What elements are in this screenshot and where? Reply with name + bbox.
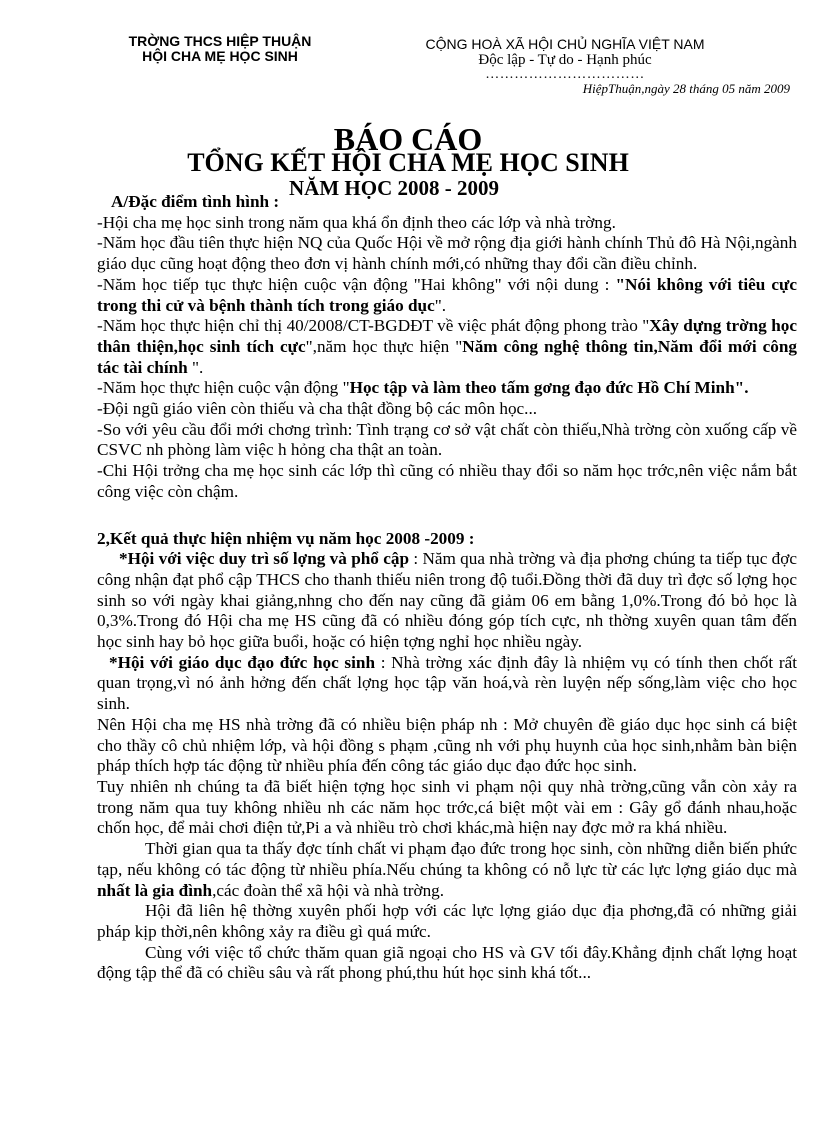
section-spacer bbox=[97, 503, 797, 529]
section-a-paragraph: -Hội cha mẹ học sinh trong năm qua khá ổn định theo các lớp và nhà trờng. bbox=[97, 212, 616, 232]
section-2-paragraph: Nên Hội cha mẹ HS nhà trờng đã có nhiều biện pháp nh : Mở chuyên đề giáo dục học sinh cá biệt cho thầy cô chủ nhiệm lớp, và hội đồng s phạm ,cũng nh với phụ huynh của học sinh,nhằm bàn biện pháp thích hợp tác động từ nhiều phía đến công tác giáo dục đạo đức học sinh. bbox=[97, 714, 797, 776]
text-run: ". bbox=[187, 357, 204, 377]
bold-text-run: nhất là gia đình bbox=[97, 880, 213, 900]
bold-text-run: Năm công nghệ thông tin,Năm đổi mới công tác tài chính bbox=[97, 336, 797, 377]
text-run: ". bbox=[434, 295, 447, 315]
section-2-paragraph bbox=[97, 839, 797, 901]
section-2-paragraph: Tuy nhiên nh chúng ta đã biết hiện tợng học sinh vi phạm nội quy nhà trờng,cũng vẫn còn xảy ra trong năm qua tuy không nhiều nh các năm học trớc,cá biệt một vài em : Gây gổ đánh nhau,hoặc chốn học, để mải chơi điện tử,Pi a và nhiều trò chơi khác,mà hiện nay đợc mở ra khá nhiều. bbox=[97, 776, 797, 838]
national-header bbox=[405, 36, 725, 82]
motto-underline: …………………………… bbox=[485, 67, 645, 82]
country-name: CỘNG HOÀ XÃ HỘI CHỦ NGHĨA VIỆT NAM bbox=[425, 36, 705, 52]
section-a-heading: A/Đặc điểm tình hình : bbox=[111, 192, 280, 211]
bold-text-run: "Nói không với tiêu cực trong thi cử và bệnh thành tích trong giáo dục bbox=[97, 274, 797, 315]
section-a-paragraph bbox=[97, 316, 797, 378]
place-date-line: HiệpThuận,ngày 28 tháng 05 năm 2009 bbox=[582, 81, 790, 96]
section-a-paragraph: -Năm học đầu tiên thực hiện NQ của Quốc Hội về mở rộng địa giới hành chính Thủ đô Hà Nội,ngành giáo dục cũng hoạt động theo đơn vị hành chính mới,có những thay đổi cần điều chỉnh. bbox=[97, 233, 797, 274]
section-2-paragraph bbox=[97, 653, 797, 715]
section-2-heading: 2,Kết quả thực hiện nhiệm vụ năm học 2008 -2009 : bbox=[97, 528, 475, 548]
national-motto: Độc lập - Tự do - Hạnh phúc bbox=[478, 52, 652, 68]
bold-text-run: Xây dựng trờng học thân thiện,học sinh tích cực bbox=[97, 316, 797, 356]
section-a-paragraph bbox=[97, 275, 797, 316]
section-a-paragraph: -So với yêu cầu đổi mới chơng trình: Tình trạng cơ sở vật chất còn thiếu,Nhà trờng còn xuống cấp về CSVC nh phòng làm việc h hỏng cha thật an toàn. bbox=[97, 419, 797, 460]
school-year: NĂM HỌC 2008 - 2009 bbox=[289, 176, 499, 200]
text-run: Thời gian qua ta thấy đợc tính chất vi phạm đạo đức trong học sinh, còn những diễn biến phức tạp, nếu không có tác động từ nhiều phía.Nếu chúng ta không có nỗ lực từ các lực lợng giáo dục mà bbox=[97, 839, 797, 879]
school-name: TRỜNG THCS HIỆP THUẬN bbox=[128, 33, 312, 49]
section-2-paragraph bbox=[97, 549, 797, 653]
text-run: -Năm học tiếp tục thực hiện cuộc vận động "Hai không" với nội dung : bbox=[97, 274, 616, 294]
section-2-paragraph: Cùng với việc tổ chức thăm quan giã ngoại cho HS và GV tối đây.Khẳng định chất lợng hoạt động tập thể đã có chiều sâu và rất phong phú,thu hút học sinh khá tốt... bbox=[97, 942, 797, 983]
section-a-paragraph: -Đội ngũ giáo viên còn thiếu và cha thật đồng bộ các môn học... bbox=[97, 399, 538, 419]
section-2-paragraph: Hội đã liên hệ thờng xuyên phối hợp với các lực lợng giáo dục địa phơng,đã có những giải pháp kịp thời,nên không xảy ra điều gì quá mức. bbox=[97, 901, 797, 941]
report-subtitle: TỔNG KẾT HỘI CHA MẸ HỌC SINH bbox=[187, 148, 629, 177]
organization-name: HỘI CHA MẸ HỌC SINH bbox=[142, 48, 298, 64]
text-run: ",năm học thực hiện " bbox=[305, 336, 463, 356]
text-run: -Năm học thực hiện chỉ thị 40/2008/CT-BGDĐT về việc phát động phong trào " bbox=[97, 316, 650, 336]
subsection-heading: *Hội với việc duy trì số lợng và phổ cập bbox=[119, 549, 410, 569]
text-run: : Nhà trờng xác định đây là nhiệm vụ có tính then chốt rất quan trọng,vì nó ảnh hởng đến chất lợng học tập văn hoá,và rèn luyện nếp sống,làm việc cho học sinh. bbox=[97, 652, 797, 714]
report-title: BÁO CÁO bbox=[333, 121, 483, 157]
section-a-paragraph: -Chi Hội trởng cha mẹ học sinh các lớp thì cũng có nhiều thay đổi so năm học trớc,nên việc nắm bắt công việc còn chậm. bbox=[97, 461, 797, 501]
text-run: : Năm qua nhà trờng và địa phơng chúng ta tiếp tục đợc công nhận đạt phổ cập THCS cho thanh thiếu niên trong độ tuổi.Đồng thời đã duy trì đợc số lợng học sinh so với ngày khai giảng,nhng cho đến nay cũng đã giảm 06 em bằng 1,0%.Trong đó bỏ học là 0,3%.Trong đó Hội cha mẹ HS cũng đã có nhiều đóng góp tích cực, nh thờng xuyên quan tâm đến học sinh hay bỏ học giữa buổi, hoặc có hiện tợng nghỉ học nhiều ngày. bbox=[97, 549, 797, 652]
bold-text-run: Học tập và làm theo tấm gơng đạo đức Hồ Chí Minh". bbox=[349, 378, 749, 398]
report-body bbox=[97, 192, 797, 984]
text-run: ,các đoàn thể xã hội và nhà trờng. bbox=[212, 880, 445, 900]
subsection-heading: *Hội với giáo dục đạo đức học sinh bbox=[109, 652, 376, 672]
org-header bbox=[100, 34, 340, 64]
section-a-paragraph bbox=[97, 378, 797, 399]
text-run: -Năm học thực hiện cuộc vận động " bbox=[97, 378, 350, 398]
